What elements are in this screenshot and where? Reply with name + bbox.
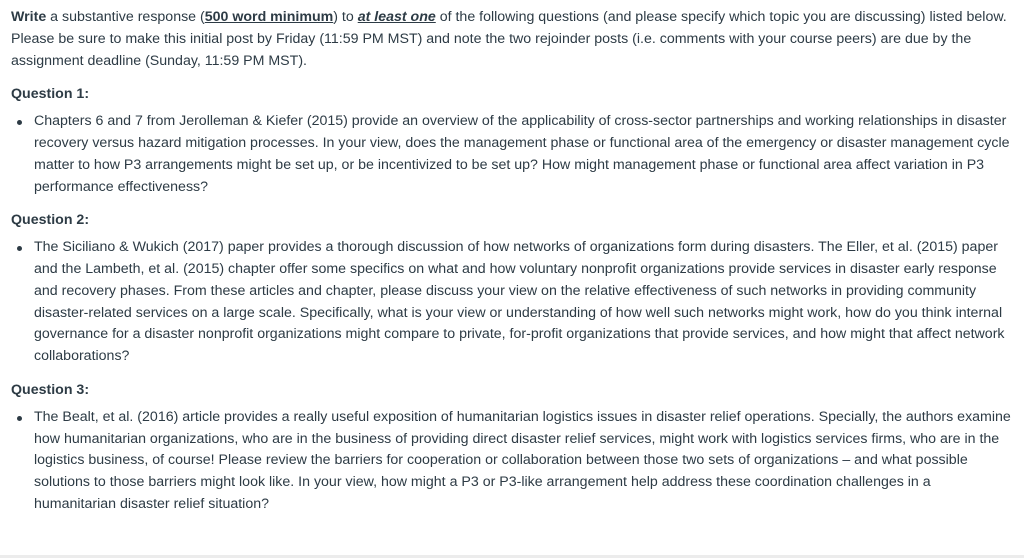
instructions-paragraph: [11, 7, 1014, 72]
intro-text-3: of the following questions (and please specify which topic you are discussing) listed below. Please be sure to make this initial post by Friday (11:59 PM MST) and note the two rejoinder posts (i.e. comments with your course peers) are due by the assignment deadline (Sunday, 11:59 PM MST).: [11, 9, 1007, 69]
question-3-item: [34, 407, 1014, 516]
question-1-list: [11, 111, 1014, 198]
question-2-item: [34, 237, 1014, 368]
question-1-text: Chapters 6 and 7 from Jerolleman & Kiefer (2015) provide an overview of the applicability of cross-sector partnerships and working relationships in disaster recovery versus hazard mitigation processes. In your view, does the management phase or functional area of the emergency or disaster management cycle matter to how P3 arrangements might be set up, or be incentivized to be set up? How might management phase or functional area affect variation in P3 performance effectiveness?: [34, 113, 1010, 195]
question-1-heading: Question 1:: [11, 86, 90, 103]
bullet-icon: [17, 246, 22, 251]
intro-text-1: a substantive response (: [46, 9, 205, 25]
question-3-text: The Bealt, et al. (2016) article provides a really useful exposition of humanitarian logistics issues in disaster relief operations. Specially, the authors examine how humanitarian organizations, who are in the business of providing direct disaster relief services, might work with logistics services firms, who are in the logistics business, of course! Please review the barriers for cooperation or collaboration between those two sets of organizations – and what possible solutions to those barriers might look like. In your view, how might a P3 or P3-like arrangement help address these coordination challenges in a humanitarian disaster relief situation?: [34, 408, 1011, 512]
question-2-heading: Question 2:: [11, 212, 90, 229]
bullet-icon: [17, 416, 22, 421]
word-minimum-emphasis: 500 word minimum: [204, 9, 334, 25]
question-3-list: [11, 407, 1014, 516]
question-2-list: [11, 237, 1014, 368]
at-least-one-emphasis: at least one: [357, 9, 436, 25]
question-3-heading: Question 3:: [11, 381, 90, 398]
question-1-item: [34, 111, 1014, 198]
intro-write: Write: [11, 9, 47, 25]
bullet-icon: [17, 120, 22, 125]
question-2-text: The Siciliano & Wukich (2017) paper provides a thorough discussion of how networks of organizations form during disasters. The Eller, et al. (2015) paper and the Lambeth, et al. (2015) chapter offer some specifics on what and how voluntary nonprofit organizations provide services in disaster early response and recovery phases. From these articles and chapter, please discuss your view on the relative effectiveness of such networks in providing community disaster-related services on a large scale. Specifically, what is your view or understanding of how well such networks might work, how do you think internal governance for a disaster nonprofit organizations might compare to private, for-profit organizations that provide services, and how might that affect network collaborations?: [34, 239, 1005, 365]
intro-text-2: ) to: [333, 9, 358, 25]
